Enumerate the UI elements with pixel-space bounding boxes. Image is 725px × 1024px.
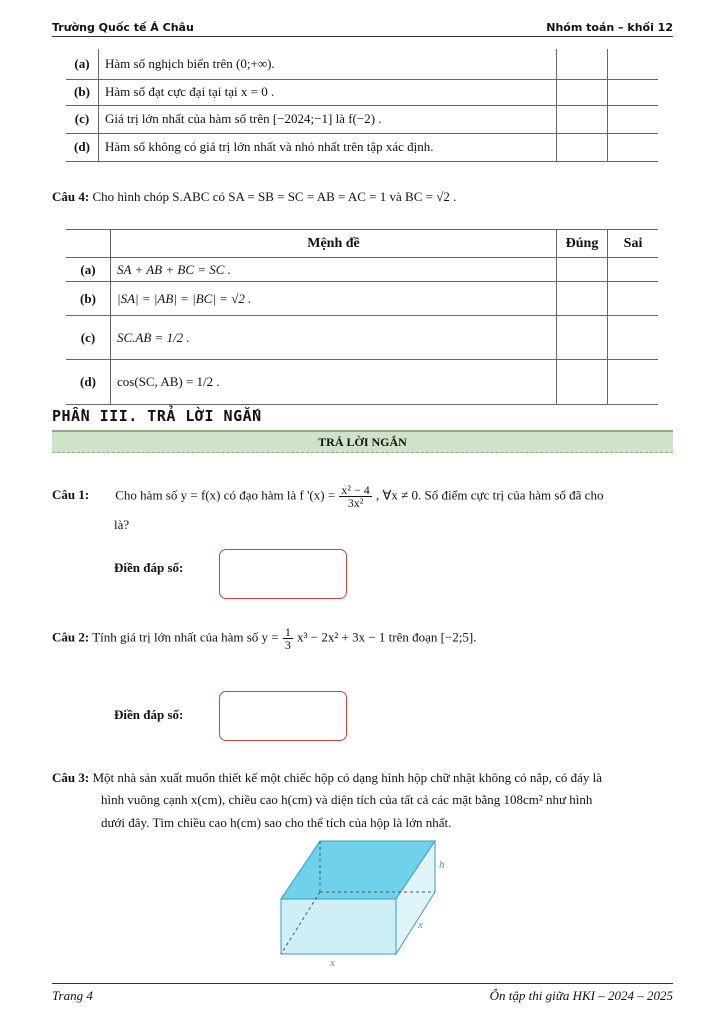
- row-label: (c): [66, 105, 99, 133]
- row-label: (b): [66, 79, 99, 105]
- answer-label: Điền đáp số:: [114, 560, 184, 575]
- fraction: [283, 626, 293, 651]
- question-line-1: Một nhà sản xuất muốn thiết kế một chiếc hộp có dạng hình hộp chữ nhật không có nắp, có đáy là: [92, 770, 603, 785]
- school-name: Trường Quốc tế Á Châu: [52, 21, 194, 34]
- row-label: (b): [66, 282, 111, 316]
- true-cell[interactable]: [557, 49, 608, 79]
- table-row: [66, 258, 658, 282]
- true-cell[interactable]: [557, 105, 608, 133]
- box-front-face: [281, 899, 396, 954]
- answer-label: Điền đáp số:: [114, 707, 184, 722]
- row-statement: SA + AB + BC = SC .: [111, 258, 557, 282]
- true-false-table-3: [66, 49, 658, 162]
- false-cell[interactable]: [608, 282, 659, 316]
- question-text-b: x³ − 2x² + 3x − 1 trên đoạn [−2;5].: [297, 629, 477, 645]
- table-row: [66, 360, 658, 405]
- question-label: Câu 3:: [52, 770, 90, 785]
- fraction: [339, 484, 371, 509]
- true-cell[interactable]: [557, 79, 608, 105]
- section-band: TRẢ LỜI NGẮN: [52, 430, 673, 453]
- row-label: (c): [66, 316, 111, 360]
- row-statement: Hàm số không có giá trị lớn nhất và nhỏ nhất trên tập xác định.: [99, 133, 557, 161]
- true-cell[interactable]: [557, 133, 608, 161]
- table-row: [66, 282, 658, 316]
- fraction-denominator: 3x²: [347, 496, 364, 510]
- short-question-2: [52, 626, 477, 651]
- table-row: [66, 105, 658, 133]
- row-statement: cos(SC, AB) = 1/2 .: [111, 360, 557, 405]
- header-blank: [66, 230, 111, 258]
- true-cell[interactable]: [557, 360, 608, 405]
- group-name: Nhóm toán – khối 12: [546, 21, 673, 34]
- short-question-1: [52, 484, 677, 509]
- row-label: (a): [66, 49, 99, 79]
- question-label: Câu 1:: [52, 487, 90, 503]
- answer-box-2[interactable]: [219, 691, 347, 741]
- true-cell[interactable]: [557, 282, 608, 316]
- fraction-numerator: 1: [284, 625, 291, 639]
- header-statement: Mệnh đề: [111, 230, 557, 258]
- header-false: Sai: [608, 230, 659, 258]
- false-cell[interactable]: [608, 133, 659, 161]
- table-row: [66, 79, 658, 105]
- row-label: (d): [66, 360, 111, 405]
- false-cell[interactable]: [608, 258, 659, 282]
- page-header: [52, 18, 673, 37]
- false-cell[interactable]: [608, 49, 659, 79]
- false-cell[interactable]: [608, 316, 659, 360]
- false-cell[interactable]: [608, 360, 659, 405]
- fraction-numerator: x² − 4: [341, 483, 370, 497]
- true-cell[interactable]: [557, 258, 608, 282]
- page-footer: [52, 983, 673, 1003]
- row-statement: Hàm số nghịch biến trên (0;+∞).: [99, 49, 557, 79]
- depth-label: x: [418, 919, 423, 931]
- question-text-c: là?: [114, 517, 130, 532]
- row-statement: Hàm số đạt cực đại tại tại x = 0 .: [99, 79, 557, 105]
- question-line-3: dưới đây. Tìm chiều cao h(cm) sao cho thể tích của hộp là lớn nhất.: [101, 815, 452, 830]
- row-statement: Giá trị lớn nhất của hàm số trên [−2024;−1] là f(−2) .: [99, 105, 557, 133]
- section-title: PHẦN III. TRẢ LỜI NGẮN: [52, 407, 262, 425]
- question-text-a: Cho hàm số y = f(x) có đạo hàm là f '(x) =: [115, 487, 336, 503]
- box-figure: [268, 836, 458, 971]
- row-statement: |SA| = |AB| = |BC| = √2 .: [111, 282, 557, 316]
- short-question-3: [52, 767, 602, 789]
- row-statement: SC.AB = 1/2 .: [111, 316, 557, 360]
- question-text-a: Tính giá trị lớn nhất của hàm số y =: [92, 629, 279, 645]
- height-label: h: [439, 859, 445, 871]
- fraction-denominator: 3: [284, 638, 291, 652]
- table-row: [66, 49, 658, 79]
- table-row: [66, 316, 658, 360]
- row-label: (d): [66, 133, 99, 161]
- false-cell[interactable]: [608, 79, 659, 105]
- row-label: (a): [66, 258, 111, 282]
- question-label: Câu 2:: [52, 629, 90, 645]
- false-cell[interactable]: [608, 105, 659, 133]
- question-text-b: , ∀x ≠ 0. Số điểm cực trị của hàm số đã cho: [376, 487, 604, 503]
- footer-title: Ôn tập thi giữa HKI – 2024 – 2025: [489, 988, 673, 1003]
- table-header-row: [66, 230, 658, 258]
- question-label: Câu 4:: [52, 189, 90, 204]
- true-cell[interactable]: [557, 316, 608, 360]
- answer-box-1[interactable]: [219, 549, 347, 599]
- page-number: Trang 4: [52, 988, 93, 1003]
- question-text: Cho hình chóp S.ABC có SA = SB = SC = AB = AC = 1 và BC = √2 .: [92, 189, 457, 204]
- width-label: x: [330, 957, 335, 969]
- header-true: Đúng: [557, 230, 608, 258]
- question-line-2: hình vuông cạnh x(cm), chiều cao h(cm) và diện tích của tất cả các mặt bằng 108cm² như hình: [101, 792, 593, 807]
- table-row: [66, 133, 658, 161]
- question-4: [52, 186, 456, 208]
- true-false-table-4: [66, 229, 658, 405]
